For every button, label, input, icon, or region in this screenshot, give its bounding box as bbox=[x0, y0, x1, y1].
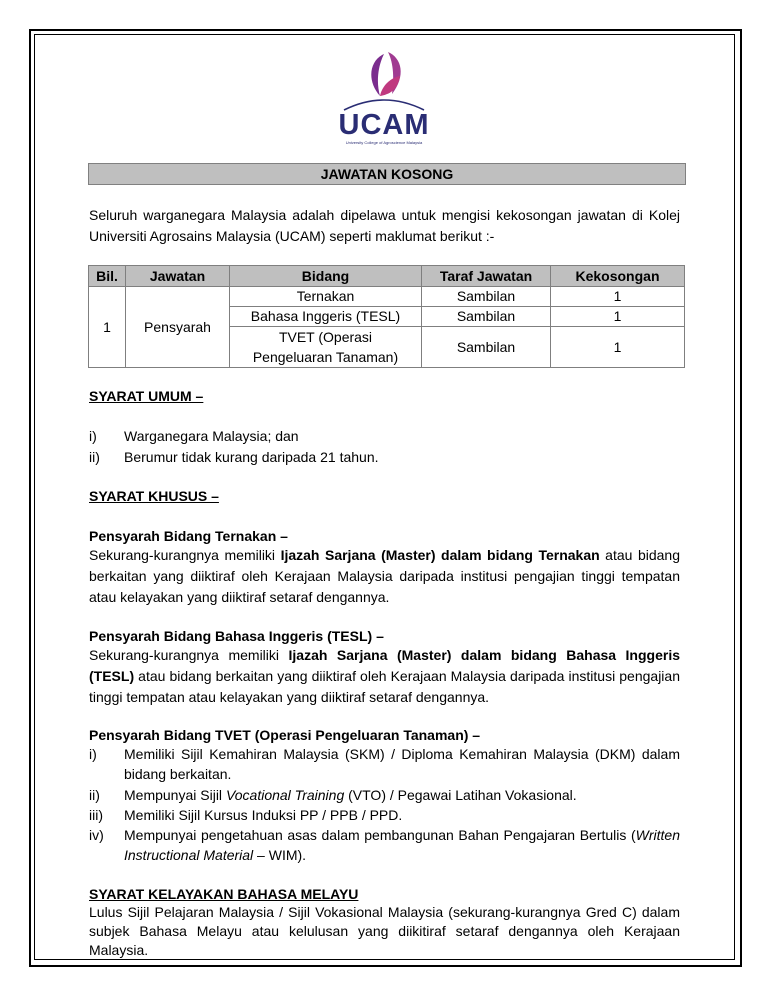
flower-mark-icon bbox=[330, 48, 438, 112]
cell-bidang-line1: TVET (Operasi bbox=[278, 329, 373, 345]
ucam-logo bbox=[330, 48, 438, 148]
list-text bbox=[124, 785, 680, 805]
intro-paragraph: Seluruh warganegara Malaysia adalah dipelawa untuk mengisi kekosongan jawatan di Kolej Universiti Agrosains Malaysia (UCAM) seperti maklumat berikut :- bbox=[89, 207, 680, 244]
list-number: ii) bbox=[89, 787, 100, 803]
tvet-iv-italic: Written Instructional Material bbox=[124, 827, 680, 863]
header-jawatan: Jawatan bbox=[126, 266, 230, 287]
list-text: Memiliki Sijil Kemahiran Malaysia (SKM) / Diploma Kemahiran Malaysia (DKM) dalam bidang berkaitan. bbox=[124, 746, 680, 782]
bahasa-heading: SYARAT KELAYAKAN BAHASA MELAYU bbox=[89, 886, 359, 902]
list-text: Warganegara Malaysia; dan bbox=[124, 428, 299, 444]
ternakan-paragraph bbox=[89, 545, 680, 608]
tvet-ii-pre: Mempunyai Sijil bbox=[124, 787, 226, 803]
cell-taraf: Sambilan bbox=[422, 307, 551, 327]
vacancy-table bbox=[88, 265, 685, 368]
list-text bbox=[124, 825, 680, 865]
tvet-ii-italic: Vocational Training bbox=[225, 787, 345, 803]
cell-jawatan: Pensyarah bbox=[126, 287, 230, 368]
cell-bidang-line2: Pengeluaran Tanaman) bbox=[252, 349, 399, 365]
header-bidang: Bidang bbox=[230, 266, 422, 287]
header-kekosongan: Kekosongan bbox=[551, 266, 685, 287]
cell-bidang: Ternakan bbox=[230, 287, 422, 307]
ternakan-bold: Ijazah Sarjana (Master) dalam bidang Ternakan bbox=[280, 547, 600, 563]
tesl-post: atau bidang berkaitan yang diiktiraf oleh Kerajaan Malaysia daripada institusi pengajian tinggi tempatan atau kelayakan yang diiktiraf setaraf dengannya. bbox=[89, 668, 680, 705]
tvet-iv-pre: Mempunyai pengetahuan asas dalam pembangunan Bahan Pengajaran Bertulis ( bbox=[124, 827, 636, 843]
list-text: Memiliki Sijil Kursus Induksi PP / PPB / PPD. bbox=[124, 807, 403, 823]
list-number: i) bbox=[89, 428, 97, 444]
syarat-khusus-heading: SYARAT KHUSUS – bbox=[89, 488, 219, 504]
tesl-paragraph bbox=[89, 645, 680, 708]
syarat-umum-heading: SYARAT UMUM – bbox=[89, 388, 204, 404]
cell-kekosongan: 1 bbox=[551, 307, 685, 327]
bahasa-paragraph: Lulus Sijil Pelajaran Malaysia / Sijil Vokasional Malaysia (sekurang-kurangnya Gred C) dalam subjek Bahasa Melayu atau kelulusan yang diikitiraf setaraf dengannya oleh Kerajaan Malaysia. bbox=[89, 904, 680, 958]
cell-bidang bbox=[230, 327, 422, 368]
list-text: Berumur tidak kurang daripada 21 tahun. bbox=[124, 449, 379, 465]
logo-wordmark: UCAM bbox=[338, 109, 430, 141]
tvet-ii-post: (VTO) / Pegawai Latihan Vokasional. bbox=[344, 787, 577, 803]
tesl-bold: Ijazah Sarjana (Master) dalam bidang Bahasa Inggeris (TESL) bbox=[89, 647, 681, 684]
cell-bidang: Bahasa Inggeris (TESL) bbox=[230, 307, 422, 327]
table-header-row bbox=[89, 266, 685, 287]
cell-kekosongan: 1 bbox=[551, 287, 685, 307]
ternakan-post: atau bidang berkaitan yang diiktiraf oleh Kerajaan Malaysia daripada institusi pengajian tinggi tempatan atau kelayakan yang diiktiraf setaraf dengannya. bbox=[89, 547, 680, 605]
tesl-heading: Pensyarah Bidang Bahasa Inggeris (TESL) – bbox=[89, 628, 384, 644]
ternakan-pre: Sekurang-kurangnya memiliki bbox=[89, 547, 281, 563]
cell-taraf: Sambilan bbox=[422, 327, 551, 368]
tvet-heading: Pensyarah Bidang TVET (Operasi Pengeluaran Tanaman) – bbox=[89, 727, 481, 743]
cell-kekosongan: 1 bbox=[551, 327, 685, 368]
cell-bil: 1 bbox=[89, 287, 126, 368]
ternakan-heading: Pensyarah Bidang Ternakan – bbox=[89, 528, 288, 544]
list-number: ii) bbox=[89, 449, 100, 465]
list-number: iii) bbox=[89, 807, 103, 823]
cell-taraf: Sambilan bbox=[422, 287, 551, 307]
header-taraf: Taraf Jawatan bbox=[422, 266, 551, 287]
page-title-banner: JAWATAN KOSONG bbox=[88, 163, 686, 185]
tvet-iv-post: – WIM). bbox=[253, 847, 307, 863]
list-number: iv) bbox=[89, 827, 104, 843]
list-number: i) bbox=[89, 746, 97, 762]
table-row bbox=[89, 287, 685, 307]
header-bil: Bil. bbox=[89, 266, 126, 287]
tesl-pre: Sekurang-kurangnya memiliki bbox=[89, 647, 289, 663]
logo-tagline: University College of Agroscience Malaysia bbox=[345, 140, 423, 145]
